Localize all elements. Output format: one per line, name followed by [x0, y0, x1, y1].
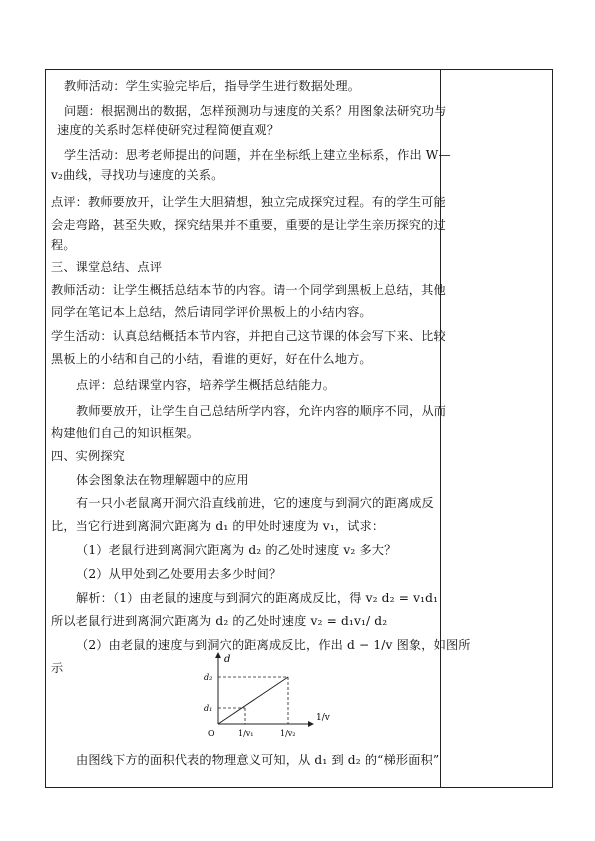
text-line: 所以老鼠行进到离洞穴距离为 d₂ 的乙处时速度 v₂ = d₁v₁/ d₂ [51, 614, 388, 628]
text-line: 示 [51, 661, 64, 675]
text-line: （2）从甲处到乙处要用去多少时间？ [76, 567, 282, 581]
x-axis-label: 1/v [316, 713, 330, 723]
text-line: 问题：根据测出的数据，怎样预测功与速度的关系？用图象法研究功与 [64, 104, 447, 118]
x-tick-label: 1/v₁ [238, 729, 254, 738]
section-heading: 四、实例探究 [51, 449, 126, 463]
text-line: 学生活动：思考老师提出的问题，并在坐标纸上建立坐标系，作出 W— [64, 148, 451, 162]
x-axis-arrow [308, 721, 314, 727]
text-line: 比，当它行进到离洞穴距离为 d₁ 的甲处时速度为 v₁，试求： [51, 519, 385, 533]
text-line: 速度的关系时怎样使研究过程简便直观？ [57, 123, 280, 137]
d-vs-reciprocal-v-graph [200, 650, 330, 740]
text-line: 学生活动：认真总结概括本节内容，并把自己这节课的体会写下来、比较 [51, 329, 446, 343]
text-line: 构建他们自己的知识框架。 [51, 426, 200, 440]
text-line: 程。 [51, 238, 76, 252]
text-line: 点评：教师要放开，让学生大胆猜想，独立完成探究过程。有的学生可能 [51, 195, 446, 209]
text-line: 同学在笔记本上总结，然后请同学评价黑板上的小结内容。 [51, 305, 372, 319]
text-line: （2）由老鼠的速度与到洞穴的距离成反比，作出 d − 1/v 图象，如图所 [76, 638, 471, 652]
text-line: 教师活动：学生实验完毕后，指导学生进行数据处理。 [64, 79, 361, 93]
y-axis-label: d [224, 654, 231, 665]
origin-label: O [208, 729, 215, 738]
text-line: 有一只小老鼠离开洞穴沿直线前进，它的速度与到洞穴的距离成反 [76, 496, 434, 510]
text-line: 教师活动：让学生概括总结本节的内容。请一个同学到黑板上总结，其他 [51, 283, 446, 297]
text-line: 由图线下方的面积代表的物理意义可知，从 d₁ 到 d₂ 的“梯形面积” [76, 753, 440, 767]
graph-line [218, 677, 288, 724]
text-line: 教师要放开，让学生自己总结所学内容，允许内容的顺序不同，从而 [76, 404, 447, 418]
y-axis-arrow [215, 652, 221, 658]
table-column-divider [440, 69, 441, 788]
text-line: v₂曲线，寻找功与速度的关系。 [51, 168, 224, 182]
x-tick-label: 1/v₂ [280, 729, 296, 738]
section-heading: 三、课堂总结、点评 [51, 260, 163, 274]
text-line: 点评：总结课堂内容，培养学生概括总结能力。 [76, 378, 336, 392]
graph-svg [200, 650, 330, 740]
text-line: （1）老鼠行进到离洞穴距离为 d₂ 的乙处时速度 v₂ 多大？ [76, 543, 397, 557]
text-line: 解析：（1）由老鼠的速度与到洞穴的距离成反比，得 v₂ d₂ = v₁d₁ [76, 591, 439, 605]
y-tick-label: d₁ [204, 704, 213, 713]
text-line: 体会图象法在物理解题中的应用 [76, 473, 249, 487]
y-tick-label: d₂ [204, 673, 213, 682]
text-line: 会走弯路，甚至失败，探究结果并不重要，重要的是让学生亲历探究的过 [51, 218, 446, 232]
text-line: 黑板上的小结和自己的小结，看谁的更好，好在什么地方。 [51, 352, 372, 366]
